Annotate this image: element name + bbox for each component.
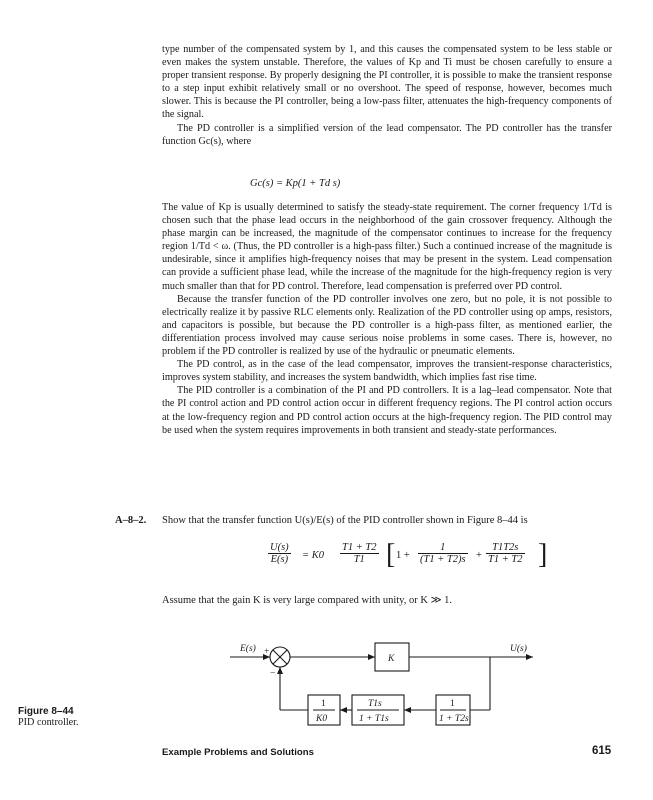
- figure-caption-text: PID controller.: [18, 717, 79, 728]
- right-bracket: ]: [538, 539, 548, 570]
- eq-frac2: $\frac{1}{(T1 + T2)s}$: [420, 542, 466, 565]
- paragraph: The PD control, as in the case of the lead compensator, improves the transient-response characteristics, improves system stability, and increases the system bandwidth, which implies fast rise time.: [162, 359, 612, 384]
- minus-sign: −: [270, 669, 276, 679]
- fb2-num: T1s: [368, 699, 382, 709]
- eq-frac1: $\frac{T1 + T2}{T1}$: [342, 542, 377, 565]
- input-label: E(s): [240, 644, 256, 654]
- eq-lhs: $\frac{U(s)}{E(s)}$: [270, 542, 289, 565]
- figure-caption: [18, 706, 79, 728]
- eq-frac3: $\frac{T1T2s}{T1 + T2}$: [488, 542, 523, 565]
- assumption-text: Assume that the gain K is very large compared with unity, or K ≫ 1.: [162, 595, 453, 606]
- fb3-num: 1: [450, 699, 455, 709]
- problem-label: A–8–2.: [115, 515, 147, 526]
- left-bracket: [: [386, 539, 396, 570]
- figure-number: Figure 8–44: [18, 706, 74, 717]
- paragraph: Because the transfer function of the PD controller involves one zero, but no pole, it is not possible to electrically realize it by passive RLC elements only. Realization of the PD controller using op amps, resistors, and capacitors is possible, but because the PD controller is a high-pass filter, as mentioned earlier, the differentiation process involved may cause serious noise problems in some cases. There is, however, no problem if the PD controller is realized by use of the hydraulic or pneumatic elements.: [162, 293, 612, 358]
- fb2-den: 1 + T1s: [359, 714, 389, 724]
- problem-text: Show that the transfer function U(s)/E(s) of the PID controller shown in Figure 8–44 is: [162, 515, 528, 526]
- equation-pd: Gc(s) = Kp(1 + Td s): [250, 178, 341, 189]
- forward-block-label: K: [388, 654, 395, 664]
- eq-k0: = K0: [302, 550, 324, 561]
- output-label: U(s): [510, 644, 527, 654]
- footer-section: Example Problems and Solutions: [162, 747, 314, 758]
- fb3-den: 1 + T2s: [439, 714, 469, 724]
- paragraph: The PD controller is a simplified version of the lead compensator. The PD controller has the transfer function Gc(s), where: [162, 122, 612, 147]
- eq-one: 1 +: [396, 550, 410, 561]
- plus-sign: +: [264, 647, 270, 657]
- paragraph: The PID controller is a combination of the PI and PD controllers. It is a lag–lead compensator. Note that the PI control action and PD control action occur in different frequency regions. The PI control action occurs at the low-frequency region and PD control action occurs at the high-frequency region. The PID control may be used when the system requires improvements in both transient and steady-state performances.: [162, 385, 612, 436]
- eq-plus: +: [476, 550, 482, 561]
- page-number: 615: [592, 745, 612, 757]
- fb1-den: K0: [316, 714, 328, 724]
- fb1-num: 1: [321, 699, 326, 709]
- paragraph: The value of Kp is usually determined to satisfy the steady-state requirement. The corner frequency 1/Td is chosen such that the phase lead occurs in the neighborhood of the gain crossover frequency. Although the phase margin can be increased, the magnitude of the compensator continues to increase for the frequency region 1/Td < ω. (Thus, the PD controller is a high-pass filter.) Such a continued increase of the magnitude is undesirable, since it amplifies high-frequency noises that may be present in the system. Lead compensation can provide a sufficient phase lead, while the increase of the magnitude for the high-frequency region is very much smaller than that for PD control. Therefore, lead compensation is preferred over PD control.: [162, 202, 612, 292]
- paragraph: type number of the compensated system by 1, and this causes the compensated system to be less stable or even makes the system unstable. Therefore, the values of Kp and Ti must be chosen carefully to ensure a proper transient response. By properly designing the PI controller, it is possible to make the transient response to a step input exhibit relatively small or no overshoot. The speed of response, however, becomes much slower. This is because the PI controller, being a low-pass filter, attenuates the high-frequency components of the signal.: [162, 44, 612, 121]
